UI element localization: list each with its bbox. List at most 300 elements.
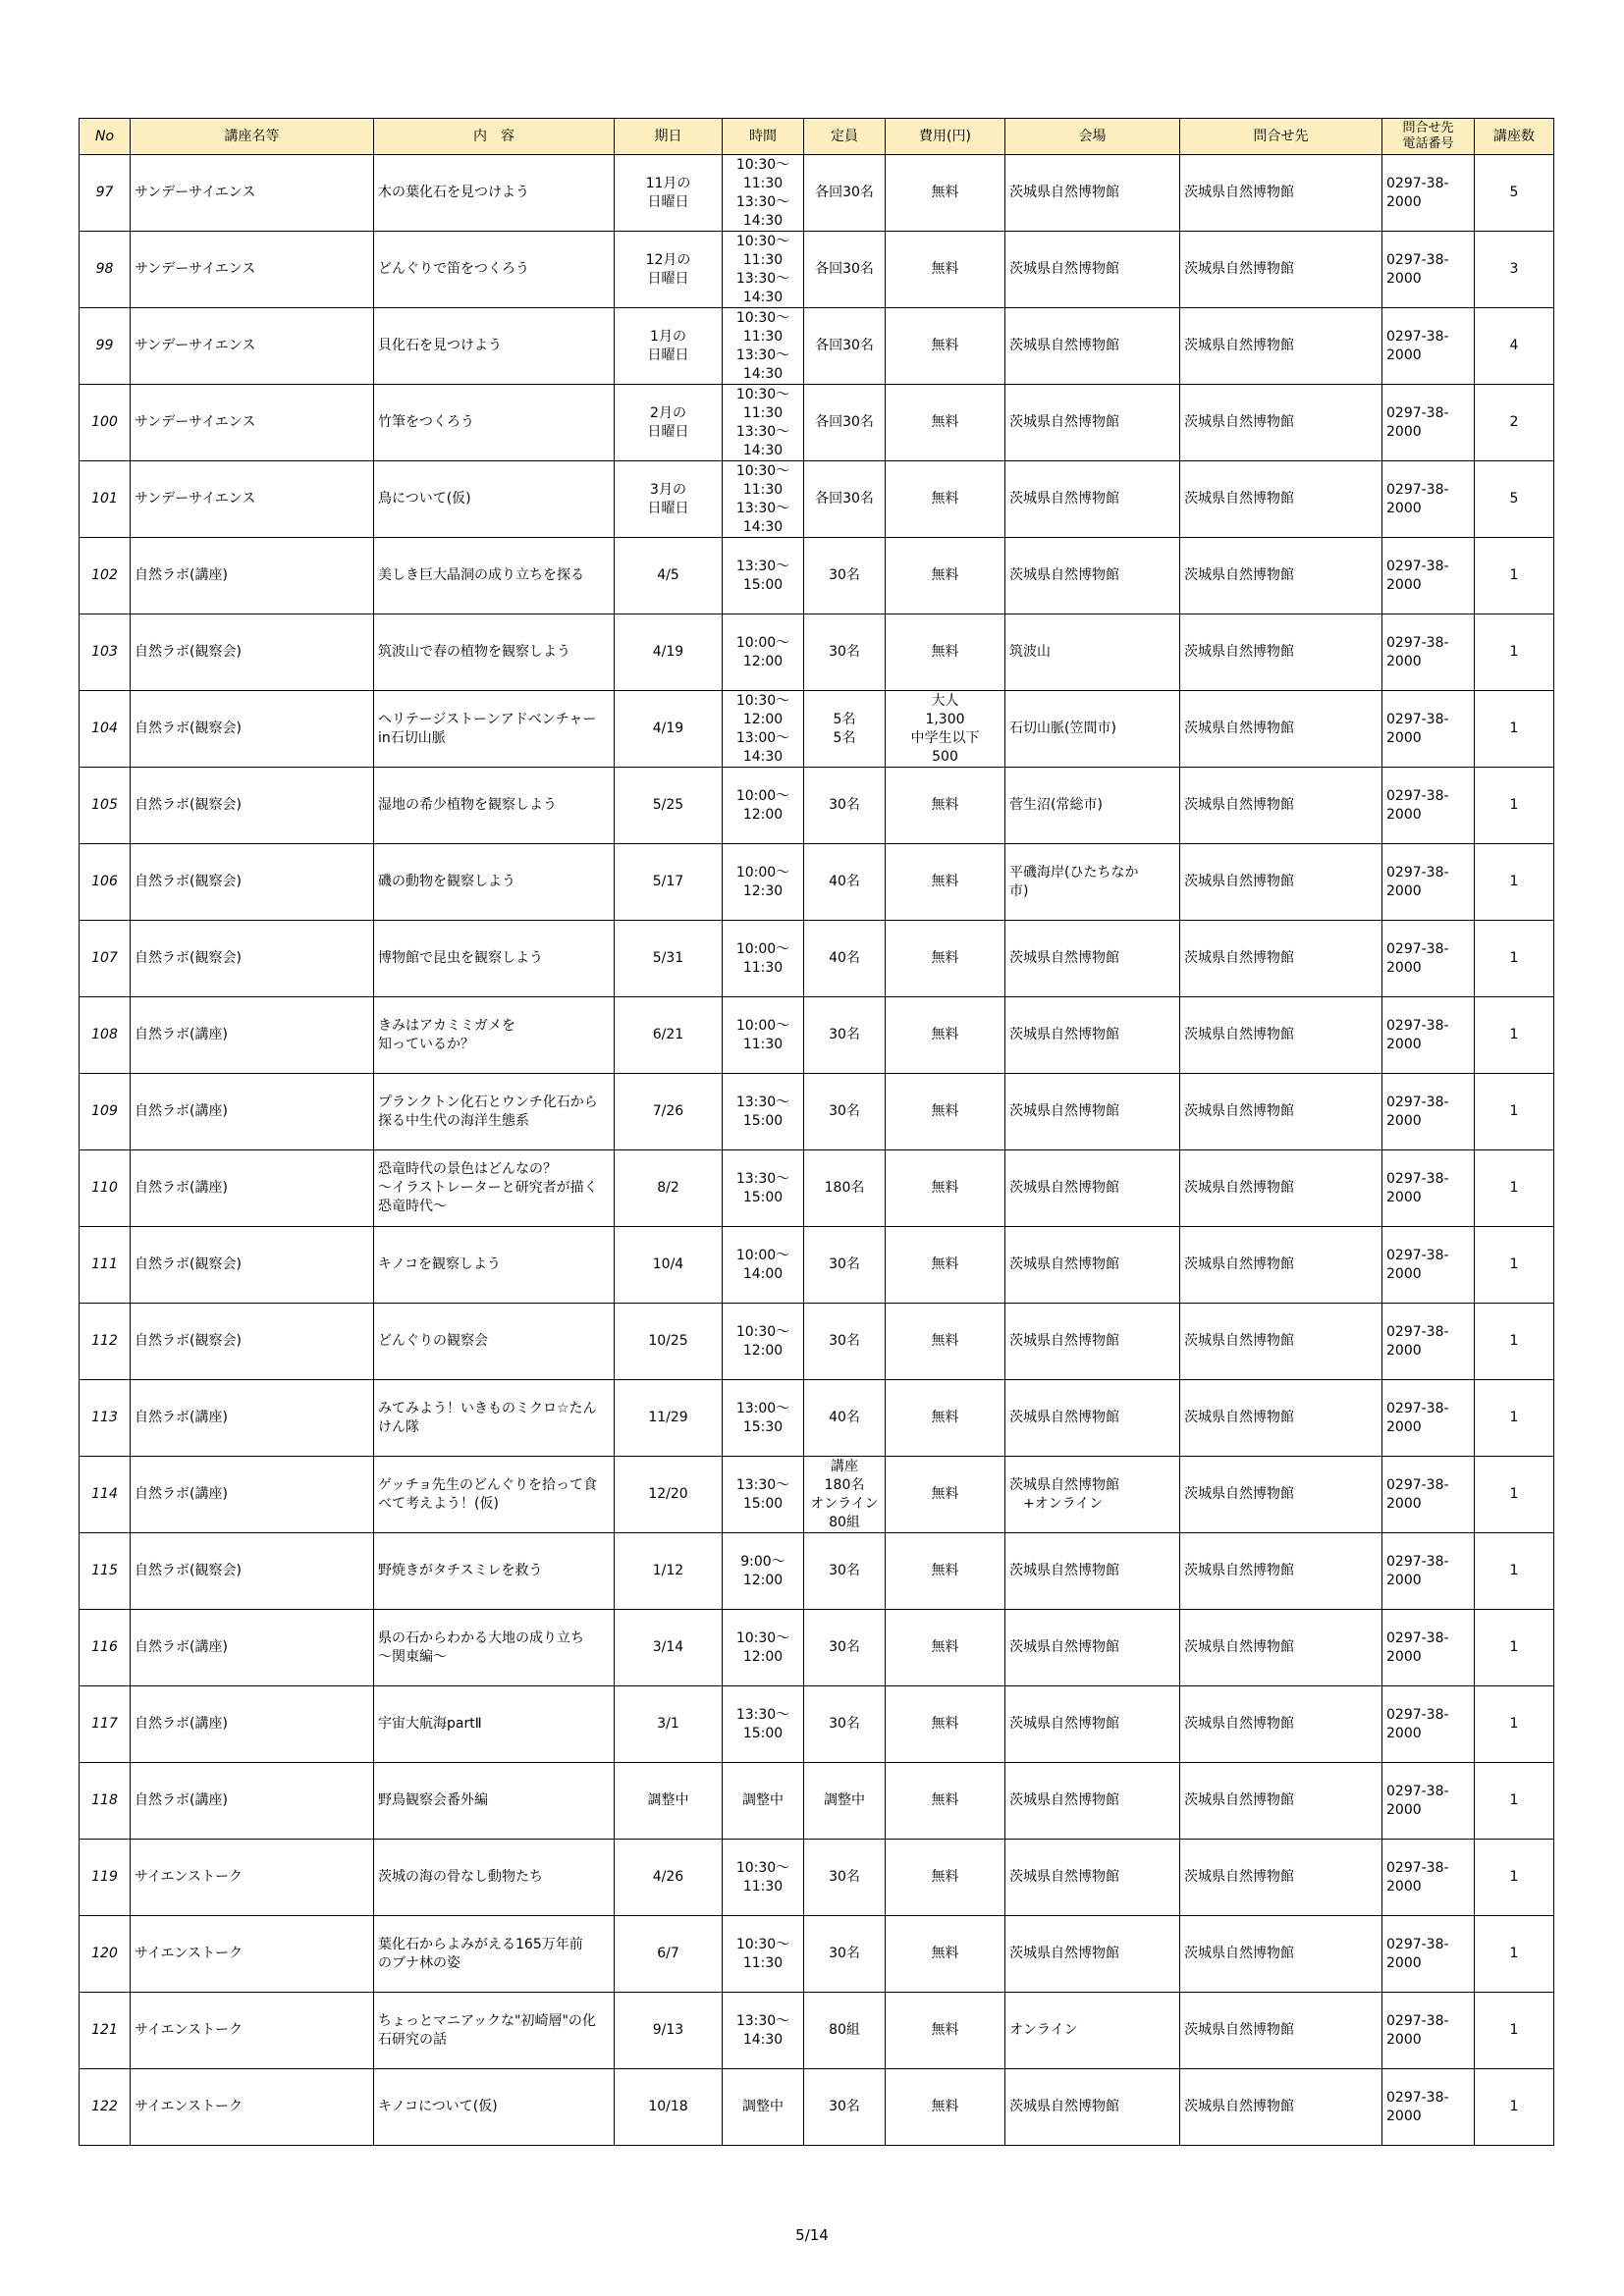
- cell-venue: 茨城県自然博物館: [1005, 1916, 1180, 1993]
- cell-content: 竹筆をつくろう: [374, 385, 615, 461]
- cell-date: 6/7: [615, 1916, 723, 1993]
- cell-contact: 茨城県自然博物館: [1180, 921, 1382, 997]
- cell-fee: 無料: [886, 1993, 1005, 2069]
- cell-capacity: 各回30名: [804, 385, 886, 461]
- cell-contact: 茨城県自然博物館: [1180, 1074, 1382, 1150]
- cell-no: 99: [80, 308, 131, 385]
- cell-name: 自然ラボ(観察会): [131, 768, 374, 844]
- cell-content: 博物館で昆虫を観察しよう: [374, 921, 615, 997]
- cell-capacity: 40名: [804, 844, 886, 921]
- cell-capacity: 各回30名: [804, 232, 886, 308]
- cell-capacity: 30名: [804, 768, 886, 844]
- cell-time: 10:30～ 11:30 13:30～ 14:30: [723, 155, 804, 232]
- cell-venue: 石切山脈(笠間市): [1005, 691, 1180, 768]
- cell-capacity: 30名: [804, 1227, 886, 1304]
- cell-fee: 無料: [886, 538, 1005, 614]
- cell-capacity: 180名: [804, 1150, 886, 1227]
- table-row: [80, 1074, 1554, 1150]
- cell-no: 106: [80, 844, 131, 921]
- table-row: [80, 1150, 1554, 1227]
- cell-date: 2月の 日曜日: [615, 385, 723, 461]
- cell-venue: 茨城県自然博物館: [1005, 1533, 1180, 1610]
- cell-count: 1: [1475, 768, 1554, 844]
- cell-no: 102: [80, 538, 131, 614]
- cell-fee: 無料: [886, 1610, 1005, 1686]
- cell-name: 自然ラボ(講座): [131, 1763, 374, 1840]
- header-date: 期日: [615, 119, 723, 155]
- cell-tel: 0297-38- 2000: [1382, 2069, 1475, 2146]
- cell-no: 122: [80, 2069, 131, 2146]
- cell-contact: 茨城県自然博物館: [1180, 1150, 1382, 1227]
- cell-content: 野鳥観察会番外編: [374, 1763, 615, 1840]
- cell-name: サイエンストーク: [131, 1993, 374, 2069]
- cell-no: 121: [80, 1993, 131, 2069]
- cell-content: 恐竜時代の景色はどんなの？ ～イラストレーターと研究者が描く 恐竜時代～: [374, 1150, 615, 1227]
- cell-venue: 茨城県自然博物館: [1005, 1304, 1180, 1380]
- cell-name: 自然ラボ(観察会): [131, 1227, 374, 1304]
- cell-date: 5/31: [615, 921, 723, 997]
- cell-tel: 0297-38- 2000: [1382, 232, 1475, 308]
- cell-date: 10/4: [615, 1227, 723, 1304]
- cell-contact: 茨城県自然博物館: [1180, 1840, 1382, 1916]
- cell-date: 調整中: [615, 1763, 723, 1840]
- cell-name: サンデーサイエンス: [131, 232, 374, 308]
- cell-tel: 0297-38- 2000: [1382, 844, 1475, 921]
- cell-time: 10:00～ 12:30: [723, 844, 804, 921]
- table-row: [80, 768, 1554, 844]
- cell-capacity: 30名: [804, 1686, 886, 1763]
- cell-venue: 茨城県自然博物館: [1005, 1074, 1180, 1150]
- cell-content: 鳥について(仮): [374, 461, 615, 538]
- cell-date: 11/29: [615, 1380, 723, 1457]
- cell-no: 105: [80, 768, 131, 844]
- cell-capacity: 80組: [804, 1993, 886, 2069]
- cell-date: 1月の 日曜日: [615, 308, 723, 385]
- cell-count: 1: [1475, 844, 1554, 921]
- cell-content: ゲッチョ先生のどんぐりを拾って食 べて考えよう！(仮): [374, 1457, 615, 1533]
- cell-count: 1: [1475, 1763, 1554, 1840]
- cell-no: 98: [80, 232, 131, 308]
- cell-no: 119: [80, 1840, 131, 1916]
- cell-fee: 無料: [886, 308, 1005, 385]
- cell-content: どんぐりで笛をつくろう: [374, 232, 615, 308]
- cell-name: 自然ラボ(観察会): [131, 1304, 374, 1380]
- cell-date: 10/25: [615, 1304, 723, 1380]
- cell-fee: 無料: [886, 155, 1005, 232]
- cell-count: 1: [1475, 538, 1554, 614]
- cell-time: 10:30～ 11:30 13:30～ 14:30: [723, 232, 804, 308]
- cell-contact: 茨城県自然博物館: [1180, 1993, 1382, 2069]
- cell-fee: 無料: [886, 385, 1005, 461]
- cell-venue: 茨城県自然博物館: [1005, 997, 1180, 1074]
- cell-tel: 0297-38- 2000: [1382, 1150, 1475, 1227]
- cell-tel: 0297-38- 2000: [1382, 691, 1475, 768]
- cell-capacity: 30名: [804, 614, 886, 691]
- cell-no: 111: [80, 1227, 131, 1304]
- table-row: [80, 155, 1554, 232]
- cell-fee: 無料: [886, 1150, 1005, 1227]
- header-tel: 問合せ先 電話番号: [1382, 119, 1475, 155]
- table-row: [80, 1380, 1554, 1457]
- cell-venue: 菅生沼(常総市): [1005, 768, 1180, 844]
- cell-capacity: 30名: [804, 997, 886, 1074]
- cell-count: 1: [1475, 1380, 1554, 1457]
- cell-contact: 茨城県自然博物館: [1180, 1610, 1382, 1686]
- cell-content: 筑波山で春の植物を観察しよう: [374, 614, 615, 691]
- cell-name: 自然ラボ(講座): [131, 1457, 374, 1533]
- cell-tel: 0297-38- 2000: [1382, 1840, 1475, 1916]
- header-time: 時間: [723, 119, 804, 155]
- cell-contact: 茨城県自然博物館: [1180, 461, 1382, 538]
- cell-capacity: 30名: [804, 1533, 886, 1610]
- header-contact: 問合せ先: [1180, 119, 1382, 155]
- cell-no: 116: [80, 1610, 131, 1686]
- cell-venue: 茨城県自然博物館: [1005, 1763, 1180, 1840]
- cell-count: 1: [1475, 1916, 1554, 1993]
- table-row: [80, 1304, 1554, 1380]
- cell-date: 8/2: [615, 1150, 723, 1227]
- cell-fee: 大人 1,300 中学生以下 500: [886, 691, 1005, 768]
- cell-count: 1: [1475, 997, 1554, 1074]
- cell-date: 6/21: [615, 997, 723, 1074]
- cell-time: 10:00～ 12:00: [723, 614, 804, 691]
- cell-venue: 茨城県自然博物館: [1005, 921, 1180, 997]
- cell-venue: 茨城県自然博物館: [1005, 538, 1180, 614]
- table-row: [80, 538, 1554, 614]
- cell-count: 1: [1475, 2069, 1554, 2146]
- cell-time: 13:30～ 15:00: [723, 1686, 804, 1763]
- cell-contact: 茨城県自然博物館: [1180, 997, 1382, 1074]
- cell-content: ちょっとマニアックな"初崎層"の化 石研究の話: [374, 1993, 615, 2069]
- cell-venue: 茨城県自然博物館: [1005, 232, 1180, 308]
- cell-tel: 0297-38- 2000: [1382, 1227, 1475, 1304]
- cell-tel: 0297-38- 2000: [1382, 1380, 1475, 1457]
- cell-date: 5/25: [615, 768, 723, 844]
- cell-count: 1: [1475, 1533, 1554, 1610]
- cell-name: 自然ラボ(講座): [131, 1074, 374, 1150]
- cell-no: 97: [80, 155, 131, 232]
- cell-count: 1: [1475, 1227, 1554, 1304]
- cell-count: 1: [1475, 1457, 1554, 1533]
- cell-tel: 0297-38- 2000: [1382, 1457, 1475, 1533]
- cell-content: 県の石からわかる大地の成り立ち ～関東編～: [374, 1610, 615, 1686]
- cell-contact: 茨城県自然博物館: [1180, 1763, 1382, 1840]
- cell-contact: 茨城県自然博物館: [1180, 2069, 1382, 2146]
- cell-date: 5/17: [615, 844, 723, 921]
- cell-venue: 茨城県自然博物館: [1005, 385, 1180, 461]
- cell-fee: 無料: [886, 844, 1005, 921]
- cell-tel: 0297-38- 2000: [1382, 1533, 1475, 1610]
- cell-count: 1: [1475, 1686, 1554, 1763]
- cell-count: 1: [1475, 1840, 1554, 1916]
- cell-capacity: 5名 5名: [804, 691, 886, 768]
- cell-fee: 無料: [886, 232, 1005, 308]
- cell-content: 茨城の海の骨なし動物たち: [374, 1840, 615, 1916]
- cell-fee: 無料: [886, 461, 1005, 538]
- cell-tel: 0297-38- 2000: [1382, 614, 1475, 691]
- cell-content: 磯の動物を観察しよう: [374, 844, 615, 921]
- cell-time: 9:00～ 12:00: [723, 1533, 804, 1610]
- cell-contact: 茨城県自然博物館: [1180, 614, 1382, 691]
- cell-fee: 無料: [886, 768, 1005, 844]
- cell-name: 自然ラボ(講座): [131, 1380, 374, 1457]
- cell-time: 10:30～ 11:30 13:30～ 14:30: [723, 461, 804, 538]
- cell-fee: 無料: [886, 921, 1005, 997]
- header-content: 内 容: [374, 119, 615, 155]
- cell-contact: 茨城県自然博物館: [1180, 1916, 1382, 1993]
- cell-venue: 茨城県自然博物館: [1005, 1840, 1180, 1916]
- cell-count: 1: [1475, 1304, 1554, 1380]
- cell-capacity: 各回30名: [804, 461, 886, 538]
- cell-name: 自然ラボ(講座): [131, 1686, 374, 1763]
- cell-contact: 茨城県自然博物館: [1180, 155, 1382, 232]
- table-row: [80, 1840, 1554, 1916]
- table-row: [80, 2069, 1554, 2146]
- table-row: [80, 614, 1554, 691]
- cell-date: 4/26: [615, 1840, 723, 1916]
- table-row: [80, 1993, 1554, 2069]
- cell-date: 4/19: [615, 614, 723, 691]
- cell-name: サイエンストーク: [131, 1916, 374, 1993]
- cell-capacity: 30名: [804, 1840, 886, 1916]
- cell-name: 自然ラボ(講座): [131, 1610, 374, 1686]
- cell-venue: 茨城県自然博物館: [1005, 155, 1180, 232]
- cell-name: 自然ラボ(観察会): [131, 691, 374, 768]
- cell-content: 宇宙大航海partⅡ: [374, 1686, 615, 1763]
- cell-contact: 茨城県自然博物館: [1180, 691, 1382, 768]
- cell-capacity: 30名: [804, 1304, 886, 1380]
- cell-time: 10:30～ 12:00 13:00～ 14:30: [723, 691, 804, 768]
- cell-no: 117: [80, 1686, 131, 1763]
- cell-name: 自然ラボ(観察会): [131, 614, 374, 691]
- cell-name: サイエンストーク: [131, 2069, 374, 2146]
- cell-date: 12/20: [615, 1457, 723, 1533]
- cell-tel: 0297-38- 2000: [1382, 461, 1475, 538]
- header-no: No: [80, 119, 131, 155]
- cell-contact: 茨城県自然博物館: [1180, 1457, 1382, 1533]
- cell-date: 1/12: [615, 1533, 723, 1610]
- cell-venue: 茨城県自然博物館: [1005, 2069, 1180, 2146]
- cell-count: 5: [1475, 155, 1554, 232]
- cell-date: 3月の 日曜日: [615, 461, 723, 538]
- cell-tel: 0297-38- 2000: [1382, 921, 1475, 997]
- cell-fee: 無料: [886, 997, 1005, 1074]
- cell-capacity: 30名: [804, 1074, 886, 1150]
- cell-count: 2: [1475, 385, 1554, 461]
- cell-content: みてみよう！いきものミクロ☆たん けん隊: [374, 1380, 615, 1457]
- cell-time: 13:30～ 15:00: [723, 1074, 804, 1150]
- cell-count: 4: [1475, 308, 1554, 385]
- cell-name: 自然ラボ(講座): [131, 997, 374, 1074]
- cell-venue: 茨城県自然博物館: [1005, 461, 1180, 538]
- table-row: [80, 1610, 1554, 1686]
- cell-tel: 0297-38- 2000: [1382, 538, 1475, 614]
- cell-count: 3: [1475, 232, 1554, 308]
- table-row: [80, 461, 1554, 538]
- cell-name: 自然ラボ(観察会): [131, 844, 374, 921]
- cell-tel: 0297-38- 2000: [1382, 308, 1475, 385]
- cell-count: 1: [1475, 1610, 1554, 1686]
- cell-time: 10:00～ 11:30: [723, 997, 804, 1074]
- cell-fee: 無料: [886, 1763, 1005, 1840]
- cell-no: 115: [80, 1533, 131, 1610]
- cell-count: 1: [1475, 691, 1554, 768]
- cell-no: 110: [80, 1150, 131, 1227]
- cell-no: 112: [80, 1304, 131, 1380]
- cell-no: 113: [80, 1380, 131, 1457]
- cell-content: プランクトン化石とウンチ化石から 探る中生代の海洋生態系: [374, 1074, 615, 1150]
- cell-contact: 茨城県自然博物館: [1180, 385, 1382, 461]
- table-row: [80, 921, 1554, 997]
- cell-capacity: 各回30名: [804, 155, 886, 232]
- cell-no: 101: [80, 461, 131, 538]
- cell-venue: 茨城県自然博物館: [1005, 1227, 1180, 1304]
- cell-time: 10:30～ 12:00: [723, 1610, 804, 1686]
- cell-venue: 平磯海岸(ひたちなか 市): [1005, 844, 1180, 921]
- cell-time: 調整中: [723, 2069, 804, 2146]
- table-row: [80, 844, 1554, 921]
- cell-fee: 無料: [886, 1227, 1005, 1304]
- table-row: [80, 1916, 1554, 1993]
- cell-capacity: 調整中: [804, 1763, 886, 1840]
- cell-time: 調整中: [723, 1763, 804, 1840]
- cell-capacity: 30名: [804, 2069, 886, 2146]
- cell-count: 1: [1475, 1993, 1554, 2069]
- cell-content: キノコを観察しよう: [374, 1227, 615, 1304]
- cell-name: 自然ラボ(観察会): [131, 921, 374, 997]
- cell-count: 1: [1475, 614, 1554, 691]
- cell-content: 野焼きがタチスミレを救う: [374, 1533, 615, 1610]
- cell-no: 104: [80, 691, 131, 768]
- cell-capacity: 40名: [804, 921, 886, 997]
- cell-contact: 茨城県自然博物館: [1180, 1533, 1382, 1610]
- table-row: [80, 1763, 1554, 1840]
- cell-time: 13:30～ 14:30: [723, 1993, 804, 2069]
- cell-capacity: 40名: [804, 1380, 886, 1457]
- cell-no: 118: [80, 1763, 131, 1840]
- cell-capacity: 30名: [804, 1610, 886, 1686]
- cell-venue: 筑波山: [1005, 614, 1180, 691]
- cell-fee: 無料: [886, 1533, 1005, 1610]
- table-row: [80, 1457, 1554, 1533]
- cell-no: 120: [80, 1916, 131, 1993]
- cell-content: 美しき巨大晶洞の成り立ちを探る: [374, 538, 615, 614]
- cell-no: 108: [80, 997, 131, 1074]
- cell-name: サンデーサイエンス: [131, 385, 374, 461]
- cell-venue: 茨城県自然博物館: [1005, 1610, 1180, 1686]
- cell-name: 自然ラボ(講座): [131, 538, 374, 614]
- cell-contact: 茨城県自然博物館: [1180, 232, 1382, 308]
- table-row: [80, 997, 1554, 1074]
- cell-contact: 茨城県自然博物館: [1180, 1304, 1382, 1380]
- cell-date: 7/26: [615, 1074, 723, 1150]
- cell-time: 10:30～ 11:30 13:30～ 14:30: [723, 385, 804, 461]
- table-row: [80, 385, 1554, 461]
- cell-no: 114: [80, 1457, 131, 1533]
- header-name: 講座名等: [131, 119, 374, 155]
- cell-tel: 0297-38- 2000: [1382, 1916, 1475, 1993]
- cell-content: どんぐりの観察会: [374, 1304, 615, 1380]
- cell-tel: 0297-38- 2000: [1382, 155, 1475, 232]
- cell-content: 木の葉化石を見つけよう: [374, 155, 615, 232]
- cell-time: 10:00～ 14:00: [723, 1227, 804, 1304]
- cell-no: 100: [80, 385, 131, 461]
- cell-tel: 0297-38- 2000: [1382, 385, 1475, 461]
- cell-contact: 茨城県自然博物館: [1180, 308, 1382, 385]
- header-row: [80, 119, 1554, 155]
- cell-fee: 無料: [886, 1304, 1005, 1380]
- table-row: [80, 232, 1554, 308]
- table-row: [80, 1686, 1554, 1763]
- cell-date: 9/13: [615, 1993, 723, 2069]
- cell-date: 3/14: [615, 1610, 723, 1686]
- cell-count: 1: [1475, 921, 1554, 997]
- cell-content: キノコについて(仮): [374, 2069, 615, 2146]
- table-row: [80, 308, 1554, 385]
- course-table: [79, 118, 1554, 2146]
- cell-date: 12月の 日曜日: [615, 232, 723, 308]
- cell-count: 5: [1475, 461, 1554, 538]
- cell-time: 10:30～ 11:30 13:30～ 14:30: [723, 308, 804, 385]
- cell-date: 4/5: [615, 538, 723, 614]
- cell-tel: 0297-38- 2000: [1382, 1763, 1475, 1840]
- cell-no: 107: [80, 921, 131, 997]
- cell-time: 10:30～ 11:30: [723, 1840, 804, 1916]
- cell-content: 葉化石からよみがえる165万年前 のブナ林の姿: [374, 1916, 615, 1993]
- cell-capacity: 各回30名: [804, 308, 886, 385]
- cell-fee: 無料: [886, 1380, 1005, 1457]
- cell-tel: 0297-38- 2000: [1382, 1993, 1475, 2069]
- table-row: [80, 691, 1554, 768]
- cell-time: 13:30～ 15:00: [723, 1150, 804, 1227]
- cell-venue: 茨城県自然博物館: [1005, 1380, 1180, 1457]
- cell-venue: オンライン: [1005, 1993, 1180, 2069]
- header-venue: 会場: [1005, 119, 1180, 155]
- header-capacity: 定員: [804, 119, 886, 155]
- cell-time: 13:30～ 15:00: [723, 1457, 804, 1533]
- cell-time: 10:30～ 12:00: [723, 1304, 804, 1380]
- cell-contact: 茨城県自然博物館: [1180, 538, 1382, 614]
- cell-venue: 茨城県自然博物館: [1005, 1150, 1180, 1227]
- cell-contact: 茨城県自然博物館: [1180, 844, 1382, 921]
- cell-time: 10:00～ 12:00: [723, 768, 804, 844]
- cell-capacity: 30名: [804, 538, 886, 614]
- cell-date: 3/1: [615, 1686, 723, 1763]
- cell-name: サンデーサイエンス: [131, 461, 374, 538]
- cell-name: サンデーサイエンス: [131, 155, 374, 232]
- cell-name: サイエンストーク: [131, 1840, 374, 1916]
- cell-name: サンデーサイエンス: [131, 308, 374, 385]
- cell-contact: 茨城県自然博物館: [1180, 768, 1382, 844]
- cell-date: 11月の 日曜日: [615, 155, 723, 232]
- cell-venue: 茨城県自然博物館: [1005, 308, 1180, 385]
- cell-fee: 無料: [886, 1916, 1005, 1993]
- cell-tel: 0297-38- 2000: [1382, 768, 1475, 844]
- cell-content: 湿地の希少植物を観察しよう: [374, 768, 615, 844]
- cell-date: 4/19: [615, 691, 723, 768]
- cell-count: 1: [1475, 1074, 1554, 1150]
- cell-fee: 無料: [886, 1457, 1005, 1533]
- header-count: 講座数: [1475, 119, 1554, 155]
- cell-fee: 無料: [886, 1074, 1005, 1150]
- cell-tel: 0297-38- 2000: [1382, 1074, 1475, 1150]
- cell-fee: 無料: [886, 1840, 1005, 1916]
- cell-fee: 無料: [886, 1686, 1005, 1763]
- cell-time: 10:00～ 11:30: [723, 921, 804, 997]
- cell-tel: 0297-38- 2000: [1382, 1304, 1475, 1380]
- cell-name: 自然ラボ(観察会): [131, 1533, 374, 1610]
- cell-tel: 0297-38- 2000: [1382, 1686, 1475, 1763]
